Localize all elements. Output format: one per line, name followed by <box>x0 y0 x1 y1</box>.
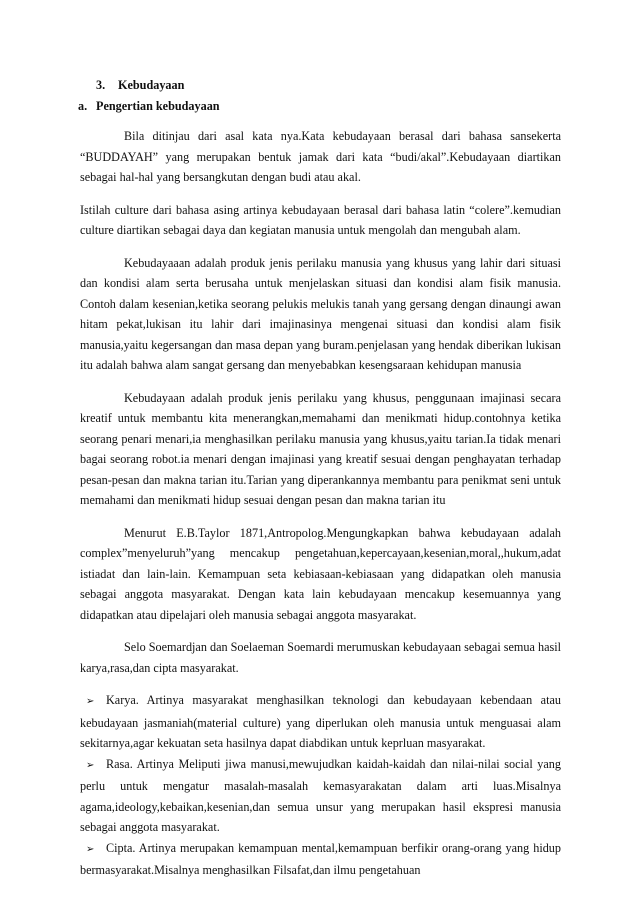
section-title: Kebudayaan <box>118 78 185 92</box>
subsection-number: a. <box>78 98 88 113</box>
list-item-text: Cipta. Artinya merupakan kemampuan mental,kemampuan berfikir orang-orang yang hidup bermasyarakat.Misalnya menghasilkan Filsafat,dan ilmu pengetahuan <box>80 840 561 877</box>
list-item <box>80 754 561 838</box>
arrowhead-bullet-icon: ➢ <box>86 843 95 855</box>
arrowhead-bullet-icon: ➢ <box>86 696 95 707</box>
paragraph: Kebudayaaan adalah produk jenis perilaku manusia yang khusus yang lahir dari situasi dan kondisi alam serta berusaha untuk menjelaskan situasi dan kondisi alam fisik manusia. Contoh dalam kesenian,ketika seorang pelukis melukis tanah yang gersang dengan dinaungi awan hitam pekat,lukisan itu lahir dari imajinasinya mengenai situasi dan kondisi alam fisik manusia,yaitu kegersangan dan masa depan yang buram.penjelasan yang hendak diberikan lukisan itu adalah bahwa alam sangat gersang dan menyebabkan kesengsaraan kehidupan manusia <box>80 255 561 372</box>
subsection-title: Pengertian kebudayaan <box>96 98 220 113</box>
list-item-text: Rasa. Artinya Meliputi jiwa manusi,mewujudkan kaidah-kaidah dan nilai-nilai social yang perlu untuk mengatur masalah-masalah kemasyarakatan dalam arti luas.Misalnya agama,ideology,kebaikan,kesenian,dan semua unsur yang merupakan hasil ekspresi manusia sebagai anggota masyarakat. <box>80 756 561 834</box>
section-heading <box>80 75 561 96</box>
arrowhead-bullet-icon: ➢ <box>86 759 95 771</box>
list-item <box>80 838 561 881</box>
section-number: 3. <box>96 78 106 92</box>
subsection-heading <box>78 96 561 117</box>
paragraph: Istilah culture dari bahasa asing artinya kebudayaan berasal dari bahasa latin “colere”.kemudian culture diartikan sebagai daya dan kegiatan manusia untuk mengolah dan mengubah alam. <box>80 202 561 237</box>
paragraph: Menurut E.B.Taylor 1871,Antropolog.Mengungkapkan bahwa kebudayaan adalah complex”menyeluruh”yang mencakup pengetahuan,kepercayaan,kesenian,moral,,hukum,adat istiadat dan lain-lain. Kemampuan seta kebiasaan-kebiasaan yang didapatkan oleh manusia sebagai anggota masyarakat. Dengan kata lain kebudayaan mencakup kesemuannya yang didapatkan atau dipelajari oleh manusia sebagai anggota masyarakat. <box>80 525 561 622</box>
document-content <box>80 75 561 881</box>
list-item-text: Karya. Artinya masyarakat menghasilkan teknologi dan kebudayaan kebendaan atau kebudayaan jasmaniah(material culture) yang diperlukan oleh manusia untuk menguasai alam sekitarnya,agar kekuatan seta hasilnya dapat diabdikan untuk keprluan masyarakat. <box>80 693 561 750</box>
paragraph: Bila ditinjau dari asal kata nya.Kata kebudayaan berasal dari bahasa sansekerta “BUDDAYAH” yang merupakan bentuk jamak dari kata “budi/akal”.Kebudayaan diartikan sebagai hal-hal yang bersangkutan dengan budi atau akal. <box>80 129 561 184</box>
paragraph: Selo Soemardjan dan Soelaeman Soemardi merumuskan kebudayaan sebagai semua hasil karya,rasa,dan cipta masyarakat. <box>80 640 561 675</box>
list-item <box>80 690 561 754</box>
paragraph: Kebudayaan adalah produk jenis perilaku yang khusus, penggunaan imajinasi secara kreatif untuk membantu kita menerangkan,memahami dan menikmati hidup.contohnya ketika seorang penari menari,ia menghasilkan perilaku manusia yang khusus,yaitu tarian.Ia tidak menari bagai seorang robot.ia menari dengan imajinasi yang kreatif sesuai dengan penghayatan terhadap pesan-pesan dan makna tarian itu.Tarian yang diperankannya membantu para penikmat seni untuk memahami dan menikmati hidup sesuai dengan pesan dan makna tarian itu <box>80 390 561 507</box>
